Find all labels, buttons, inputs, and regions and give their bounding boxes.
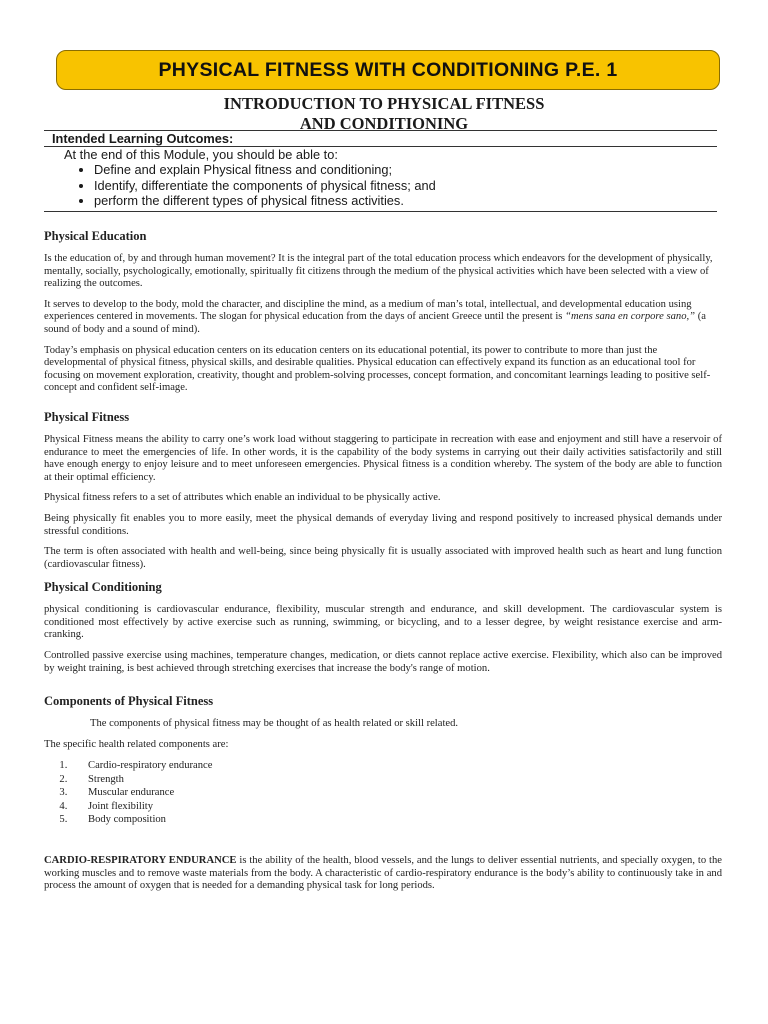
list-item: 3. Muscular endurance <box>70 786 722 800</box>
paragraph: The specific health related components are: <box>44 738 229 750</box>
paragraph: Physical Fitness means the ability to carry one’s work load without staggering to participate in recreation with ease and enjoyment and still have a reservoir of endurance to meet the emergencies of life. In other words, it is the capability of the body systems in carrying out their daily activities satisfactorily and still have enough energy to enjoy leisure and to meet unforeseen emergencies. Physical fitness is a condition whereby. The system of the body are able to function at their optimal efficiency. <box>44 433 722 483</box>
learning-outcomes-box <box>44 130 717 212</box>
section-heading-physical-conditioning: Physical Conditioning <box>44 580 162 595</box>
paragraph: The term is often associated with health and well-being, since being physically fit is usually associated with improved health such as heart and lung function (cardiovascular fitness). <box>44 546 722 570</box>
course-title: PHYSICAL FITNESS WITH CONDITIONING P.E. 1 <box>158 58 618 81</box>
health-components-list <box>44 759 722 827</box>
paragraph <box>44 299 722 337</box>
learning-outcomes-intro: At the end of this Module, you should be able to: <box>64 147 338 163</box>
course-title-banner <box>56 50 720 90</box>
section-heading-physical-education: Physical Education <box>44 229 147 243</box>
list-item: 1. Cardio-respiratory endurance <box>70 759 722 773</box>
module-title <box>0 94 768 134</box>
list-item: 4. Joint flexibility <box>70 800 722 814</box>
paragraph: Being physically fit enables you to more easily, meet the physical demands of everyday living and respond positively to increased physical demands under stressful conditions. <box>44 512 722 537</box>
learning-outcomes-title: Intended Learning Outcomes: <box>44 131 717 147</box>
module-title-line-2: AND CONDITIONING <box>299 114 469 133</box>
paragraph: Physical fitness refers to a set of attributes which enable an individual to be physically active. <box>44 492 441 504</box>
module-title-line-1: INTRODUCTION TO PHYSICAL FITNESS <box>223 94 545 113</box>
paragraph: Controlled passive exercise using machines, temperature changes, medication, or diets cannot replace active exercise. Flexibility, which also can be improved by weight training, is best achieved through stretching exercises that increase the body's range of motion. <box>44 650 722 674</box>
paragraph: Today’s emphasis on physical education centers on its education centers on its educational potential, its power to contribute to more than just the developmental of physical fitness, physical skills, and desirable qualities. Physical education can effectively expand its function as an educational tool for focusing on movement exploration, creativity, thought and problem-solving processes, concept formation, and concomitant learnings leading to positive self-concept and confident self-image. <box>44 344 711 394</box>
document-body <box>44 228 722 901</box>
learning-outcome-item: • perform the different types of physical fitness activities. <box>94 193 717 208</box>
learning-outcome-item: • Define and explain Physical fitness and conditioning; <box>94 162 717 177</box>
paragraph <box>44 855 722 893</box>
learning-outcome-item: • Identify, differentiate the components of physical fitness; and <box>94 178 717 193</box>
term-cardio-respiratory-endurance: CARDIO-RESPIRATORY ENDURANCE <box>44 854 237 866</box>
list-item: 5. Body composition <box>70 813 722 827</box>
latin-slogan: “mens sana en corpore sano,” <box>565 311 696 323</box>
paragraph: physical conditioning is cardiovascular endurance, flexibility, muscular strength and endurance, and skill development. The cardiovascular system is conditioned most effectively by active exercise such as running, swimming, or bicycling, and to a lesser degree, by weight resistance exercise and arm-cranking. <box>44 604 722 641</box>
learning-outcomes-list <box>44 162 717 208</box>
paragraph: Is the education of, by and through human movement? It is the integral part of the total education process which endeavors for the development of physically, mentally, socially, psychologically, emotionally, spiritually fit citizens through the medium of the physical activities which have been selected with a view of realizing the outcomes. <box>44 253 713 290</box>
paragraph-text: It serves to develop to the body, mold the character, and discipline the mind, as a medium of man’s total, intellectual, and developmental education using experiences centered in movements. The slogan for physical education from the days of ancient Greece until the present is <box>44 298 692 323</box>
paragraph-text: (a sound of body and a sound of mind). <box>44 311 706 335</box>
paragraph: The components of physical fitness may be thought of as health related or skill related. <box>90 718 459 730</box>
paragraph-text: is the ability of the health, blood vessels, and the lungs to deliver essential nutrients, and specially oxygen, to the working muscles and to remove waste materials from the body. A characteristic of cardio-respiratory endurance is the body’s ability to continuously take in and process the amount of oxygen that is needed for a demanding physical task for long periods. <box>44 854 722 892</box>
section-heading-physical-fitness: Physical Fitness <box>44 409 130 424</box>
section-heading-components: Components of Physical Fitness <box>44 694 214 709</box>
list-item: 2. Strength <box>70 773 722 787</box>
